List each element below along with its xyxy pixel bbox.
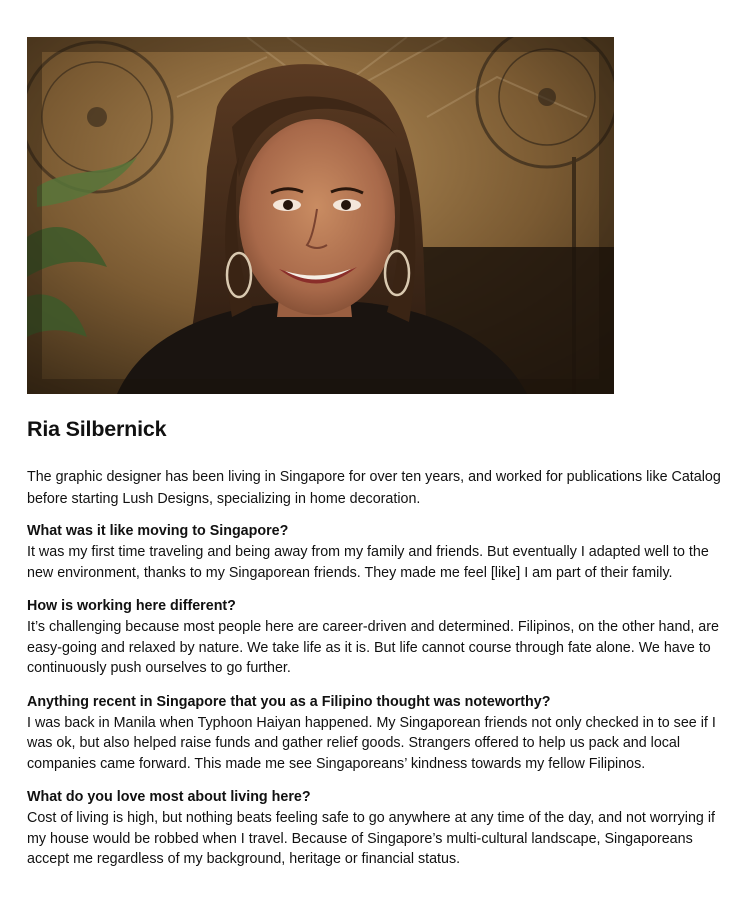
qa-answer: It was my first time traveling and being away from my family and friends. But eventually I adapted well to the new environment, thanks to my Singaporean friends. They made me feel [like] I am part of their family. bbox=[27, 544, 709, 581]
profile-photo bbox=[27, 37, 614, 394]
portrait-image bbox=[27, 37, 614, 394]
qa-question: What do you love most about living here? bbox=[27, 789, 311, 805]
qa-answer: Cost of living is high, but nothing beats feeling safe to go anywhere at any time of the day, and not worrying if my house would be robbed when I travel. Because of Singapore’s multi-cultural landscape, Singaporeans accept me regardless of my background, heritage or financial status. bbox=[27, 810, 715, 867]
profile-intro: The graphic designer has been living in Singapore for over ten years, and worked for publications like Catalog before starting Lush Designs, specializing in home decoration. bbox=[27, 469, 721, 507]
qa-answer: It’s challenging because most people here are career-driven and determined. Filipinos, on the other hand, are easy-going and relaxed by nature. We take life as it is. But life cannot course through fate alone. We have to continuously push ourselves to go further. bbox=[27, 619, 719, 676]
qa-question: How is working here different? bbox=[27, 598, 236, 614]
qa-item bbox=[27, 521, 737, 583]
qa-item bbox=[27, 787, 737, 870]
profile-article bbox=[27, 414, 737, 883]
qa-question: What was it like moving to Singapore? bbox=[27, 523, 289, 539]
profile-name: Ria Silbernick bbox=[27, 417, 167, 441]
qa-question: Anything recent in Singapore that you as a Filipino thought was noteworthy? bbox=[27, 693, 551, 710]
qa-item bbox=[27, 596, 737, 679]
qa-item bbox=[27, 692, 737, 775]
qa-answer: I was back in Manila when Typhoon Haiyan happened. My Singaporean friends not only checked in to see if I was ok, but also helped raise funds and gather relief goods. Strangers offered to help us pack and local companies came forward. This made me see Singaporeans’ kindness towards my fellow Filipinos. bbox=[27, 714, 716, 772]
